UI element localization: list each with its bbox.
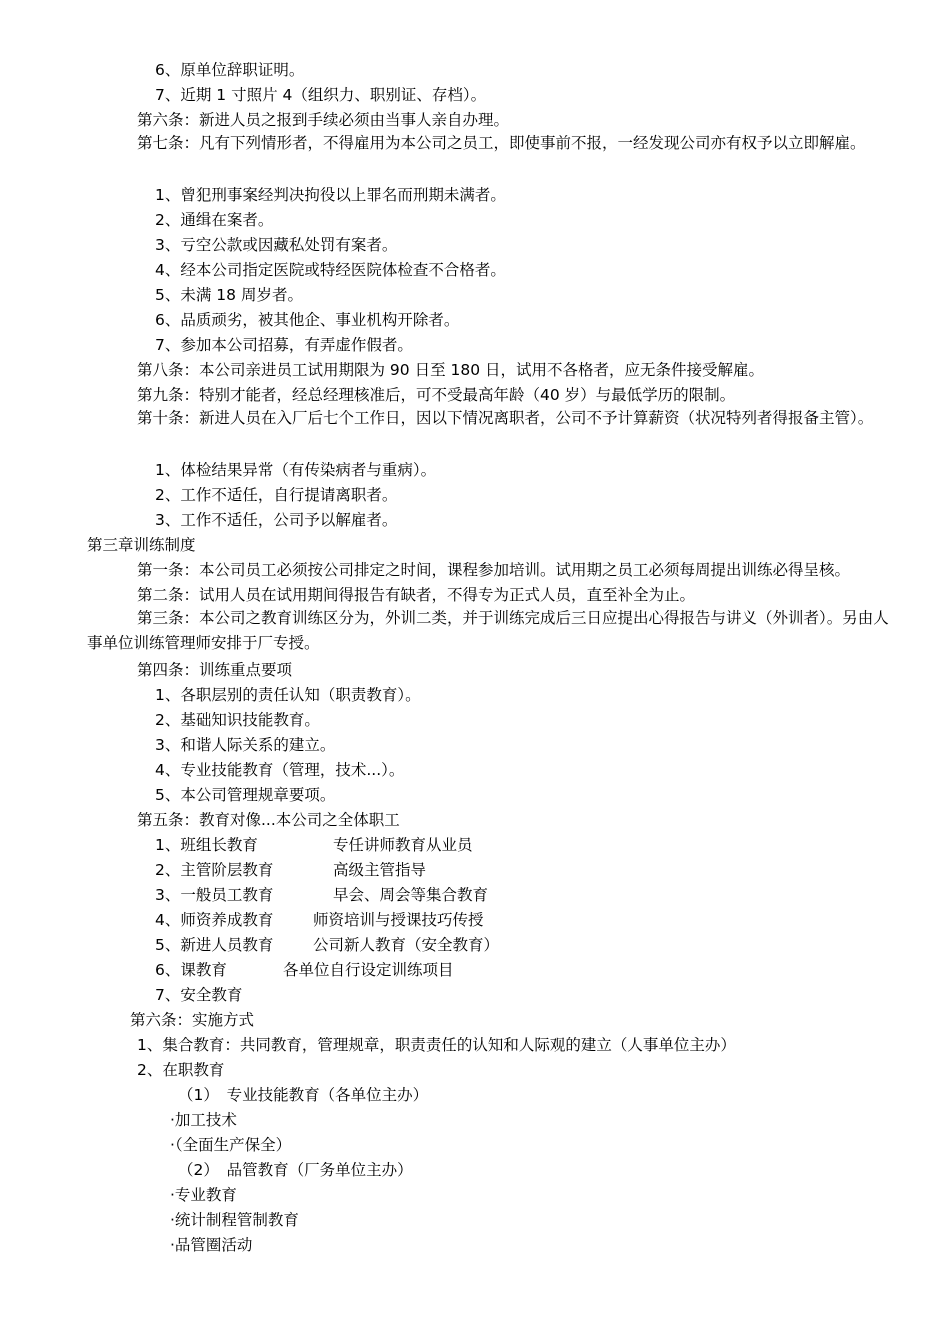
text-line: 第十条：新进人员在入厂后七个工作日，因以下情况离职者，公司不予计算薪资（状况特列者得报备主管）。 <box>137 409 874 427</box>
bullet-item: ·（全面生产保全） <box>170 1136 292 1154</box>
text-line: 7、近期 1 寸照片 4（组织力、职别证、存档）。 <box>155 86 487 104</box>
text-line: 第六条：新进人员之报到手续必须由当事人亲自办理。 <box>137 111 510 129</box>
bullet-item: ·专业教育 <box>170 1186 237 1204</box>
text-line: 5、未满 18 周岁者。 <box>155 286 303 304</box>
text-line: 4、经本公司指定医院或特经医院体检查不合格者。 <box>155 261 506 279</box>
list-item-detail: 公司新人教育（安全教育） <box>313 936 500 954</box>
text-line: 2、在职教育 <box>137 1061 225 1079</box>
text-line: 3、和谐人际关系的建立。 <box>155 736 336 754</box>
list-item: 2、主管阶层教育 <box>155 861 274 879</box>
text-line: 1、集合教育：共同教育，管理规章，职责责任的认知和人际观的建立（人事单位主办） <box>137 1036 736 1054</box>
text-line: 6、原单位辞职证明。 <box>155 61 305 79</box>
text-line: 1、各职层别的责任认知（职责教育）。 <box>155 686 421 704</box>
bullet-item: ·加工技术 <box>170 1111 237 1129</box>
bullet-item: ·统计制程管制教育 <box>170 1211 299 1229</box>
text-line: 第九条：特别才能者，经总经理核准后，可不受最高年龄（40 岁）与最低学历的限制。 <box>137 386 736 404</box>
text-line: 4、专业技能教育（管理，技术...）。 <box>155 761 405 779</box>
text-line: 2、工作不适任，自行提请离职者。 <box>155 486 398 504</box>
text-line: 第二条：试用人员在试用期间得报告有缺者，不得专为正式人员，直至补全为止。 <box>137 586 696 604</box>
text-line: 1、体检结果异常（有传染病者与重病）。 <box>155 461 437 479</box>
text-line: 3、工作不适任，公司予以解雇者。 <box>155 511 398 529</box>
text-line: 3、亏空公款或因藏私处罚有案者。 <box>155 236 398 254</box>
list-item-detail: 各单位自行设定训练项目 <box>283 961 454 979</box>
text-line: 5、本公司管理规章要项。 <box>155 786 336 804</box>
list-item: 1、班组长教育 <box>155 836 258 854</box>
text-line: 7、参加本公司招募，有弄虚作假者。 <box>155 336 413 354</box>
text-line: （1） 专业技能教育（各单位主办） <box>178 1086 429 1104</box>
chapter-heading: 第三章训练制度 <box>87 536 196 554</box>
text-line: 2、通缉在案者。 <box>155 211 274 229</box>
text-line: 2、基础知识技能教育。 <box>155 711 320 729</box>
bullet-item: ·品管圈活动 <box>170 1236 253 1254</box>
list-item: 6、课教育 <box>155 961 227 979</box>
text-line: 1、曾犯刑事案经判决拘役以上罪名而刑期未满者。 <box>155 186 506 204</box>
text-line: 第八条：本公司亲进员工试用期限为 90 日至 180 日，试用不各格者，应无条件接受解雇。 <box>137 361 765 379</box>
list-item-detail: 师资培训与授课技巧传授 <box>313 911 484 929</box>
text-line: （2） 品管教育（厂务单位主办） <box>178 1161 413 1179</box>
text-line: 第一条：本公司员工必须按公司排定之时间，课程参加培训。试用期之员工必须每周提出训练必得呈核。 <box>137 561 851 579</box>
text-line: 第三条：本公司之教育训练区分为，外训二类，并于训练完成后三日应提出心得报告与讲义（外训者）。另由人事单位训练管理师安排于厂专授。 <box>87 609 889 652</box>
list-item-detail: 早会、周会等集合教育 <box>333 886 489 904</box>
text-line: 第六条：实施方式 <box>130 1011 255 1029</box>
text-line: 第七条：凡有下列情形者，不得雇用为本公司之员工，即使事前不报，一经发现公司亦有权予以立即解雇。 <box>137 134 866 152</box>
list-item: 3、一般员工教育 <box>155 886 274 904</box>
list-item: 5、新进人员教育 <box>155 936 274 954</box>
list-item: 4、师资养成教育 <box>155 911 274 929</box>
list-item-detail: 高级主管指导 <box>333 861 427 879</box>
list-item: 7、安全教育 <box>155 986 243 1004</box>
text-line: 第五条：教育对像...本公司之全体职工 <box>137 811 400 829</box>
text-line: 6、品质顽劣，被其他企、事业机构开除者。 <box>155 311 460 329</box>
list-item-detail: 专任讲师教育从业员 <box>333 836 473 854</box>
text-line: 第四条：训练重点要项 <box>137 661 293 679</box>
